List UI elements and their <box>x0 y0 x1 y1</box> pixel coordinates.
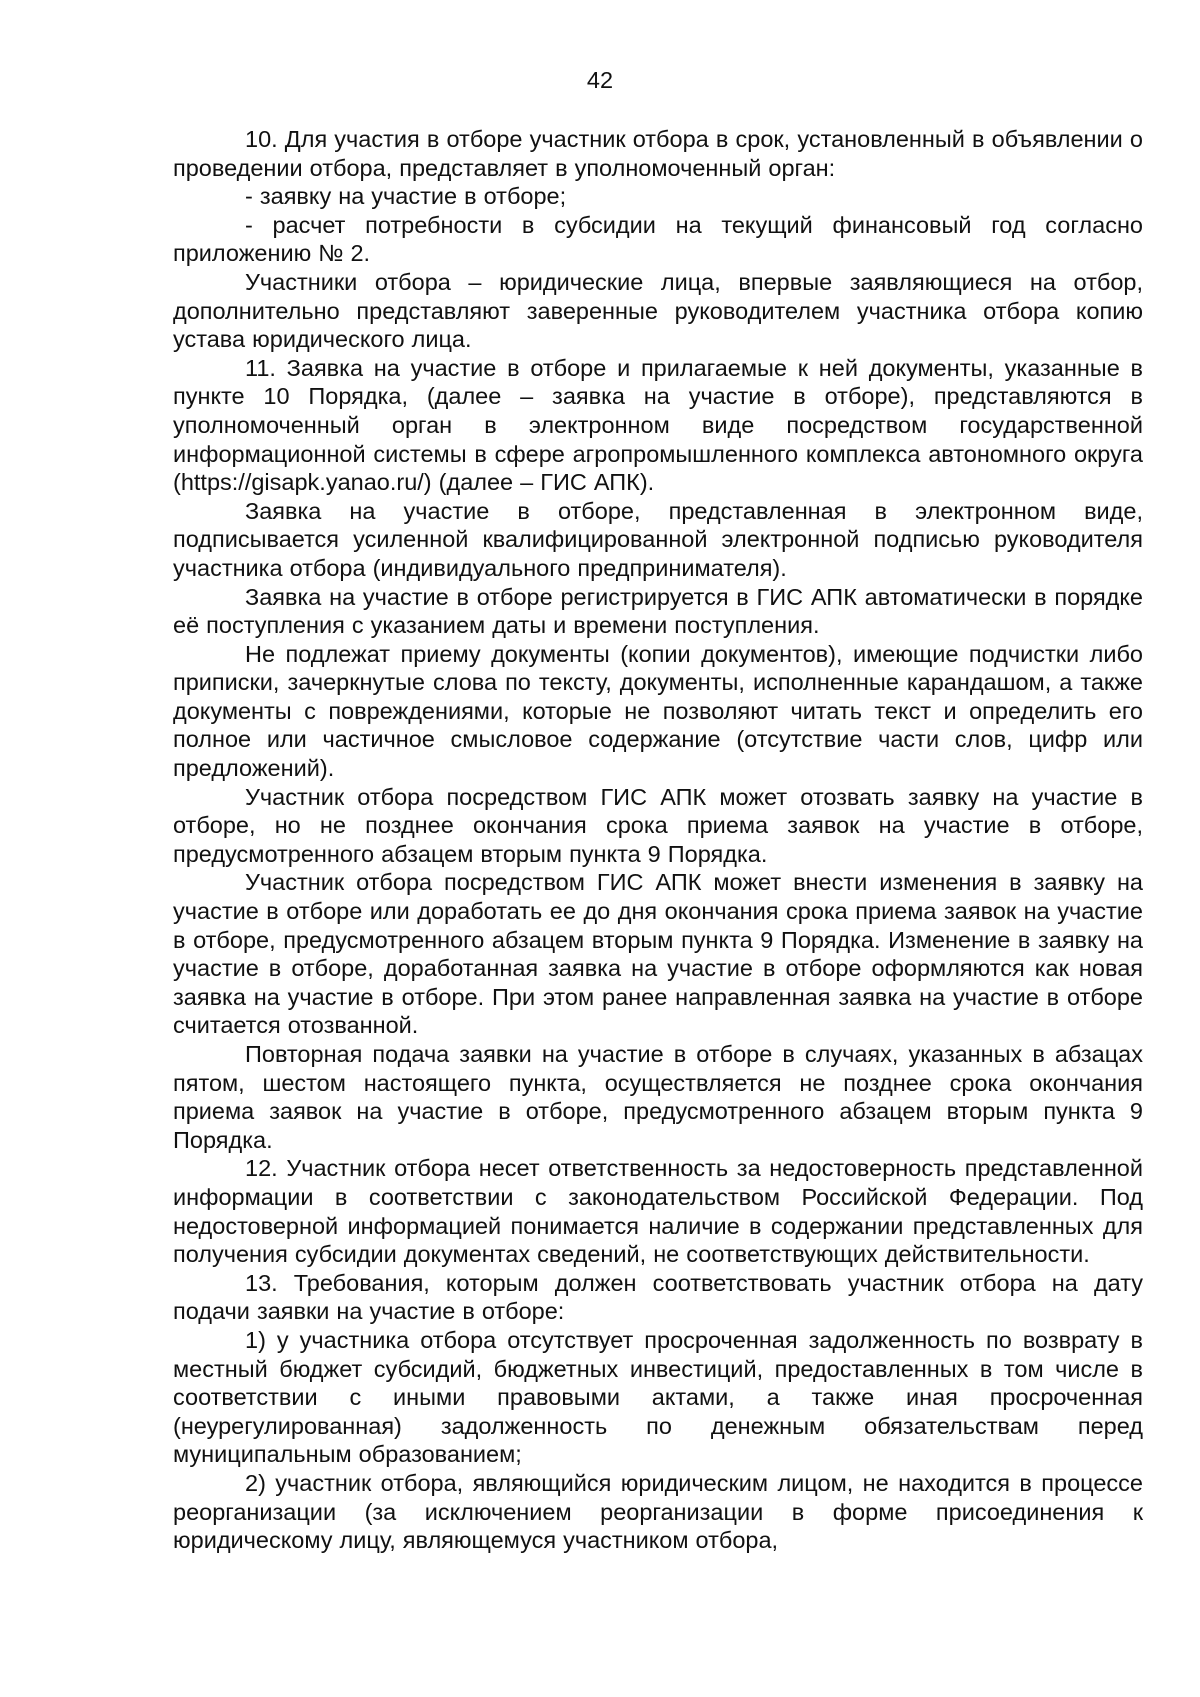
paragraph-13: 13. Требования, которым должен соответствовать участник отбора на дату подачи заявки на участие в отборе: <box>173 1269 1143 1325</box>
paragraph-12: 12. Участник отбора несет ответственность за недостоверность представленной информации в соответствии с законодательством Российской Федерации. Под недостоверной информацией понимается наличие в содержании представленных для получения субсидии документах сведений, не соответствующих действительности. <box>173 1155 1143 1268</box>
paragraph-13-item-1: 1) у участника отбора отсутствует просроченная задолженность по возврату в местный бюджет субсидий, бюджетных инвестиций, предоставленных в том числе в соответствии с иными правовыми актами, а также иная просроченная (неурегулированная) задолженность по денежным обязательствам перед муниципальным образованием; <box>173 1326 1143 1468</box>
paragraph-list-item-calculation: - расчет потребности в субсидии на текущий финансовый год согласно приложению № 2. <box>173 211 1143 267</box>
paragraph-list-item-application: - заявку на участие в отборе; <box>245 183 567 210</box>
paragraph-changes: Участник отбора посредством ГИС АПК может внести изменения в заявку на участие в отборе или доработать ее до дня окончания срока приема заявок на участие в отборе, предусмотренного абзацем вторым пункта 9 Порядка. Изменение в заявку на участие в отборе, доработанная заявка на участие в отборе оформляются как новая заявка на участие в отборе. При этом ранее направленная заявка на участие в отборе считается отозванной. <box>173 869 1143 1039</box>
paragraph-13-item-2: 2) участник отбора, являющийся юридическим лицом, не находится в процессе реорганизации (за исключением реорганизации в форме присоединения к юридическому лицу, являющемуся участником отбора, <box>173 1469 1143 1554</box>
paragraph-registration: Заявка на участие в отборе регистрируется в ГИС АПК автоматически в порядке её поступления с указанием даты и времени поступления. <box>173 583 1143 639</box>
paragraph-legal-entities: Участники отбора – юридические лица, впервые заявляющиеся на отбор, дополнительно представляют заверенные руководителем участника отбора копию устава юридического лица. <box>173 268 1143 353</box>
document-body <box>173 125 1143 1555</box>
paragraph-resubmission: Повторная подача заявки на участие в отборе в случаях, указанных в абзацах пятом, шестом настоящего пункта, осуществляется не позднее срока окончания приема заявок на участие в отборе, предусмотренного абзацем вторым пункта 9 Порядка. <box>173 1041 1143 1153</box>
paragraph-10-intro: 10. Для участия в отборе участник отбора в срок, установленный в объявлении о проведении отбора, представляет в уполномоченный орган: <box>173 126 1143 181</box>
paragraph-11: 11. Заявка на участие в отборе и прилагаемые к ней документы, указанные в пункте 10 Порядка, (далее – заявка на участие в отборе), представляются в уполномоченный орган в электронном виде посредством государственной информационной системы в сфере агропромышленного комплекса автономного округа (https://gisapk.yanao.ru/) (далее – ГИС АПК). <box>173 354 1143 496</box>
page-number: 42 <box>586 67 614 93</box>
paragraph-not-accepted: Не подлежат приему документы (копии документов), имеющие подчистки либо приписки, зачеркнутые слова по тексту, документы, исполненные карандашом, а также документы с повреждениями, которые не позволяют читать текст и определить его полное или частичное смысловое содержание (отсутствие части слов, цифр или предложений). <box>173 640 1143 782</box>
paragraph-withdrawal: Участник отбора посредством ГИС АПК может отозвать заявку на участие в отборе, но не позднее окончания срока приема заявок на участие в отборе, предусмотренного абзацем вторым пункта 9 Порядка. <box>173 783 1143 867</box>
paragraph-electronic-signature: Заявка на участие в отборе, представленная в электронном виде, подписывается усиленной квалифицированной электронной подписью руководителя участника отбора (индивидуального предпринимателя). <box>173 497 1143 581</box>
